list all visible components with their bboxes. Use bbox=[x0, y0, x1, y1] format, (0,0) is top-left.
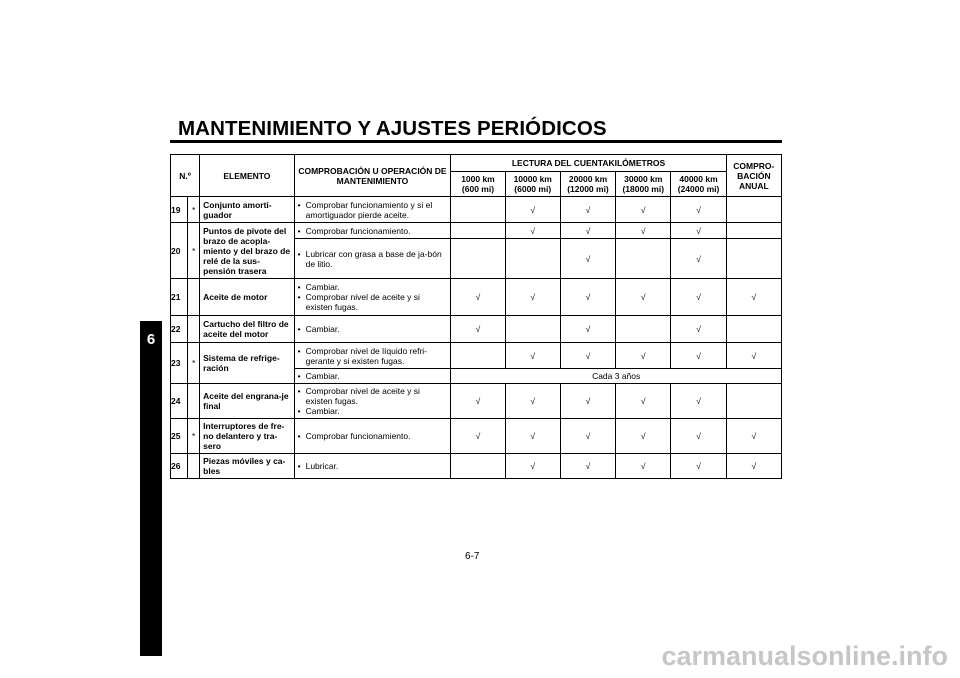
table-row bbox=[171, 454, 782, 479]
row-element: Puntos de pivote del brazo de acopla-miento y del brazo de relé de la sus-pensión trasera bbox=[200, 223, 294, 279]
row-operation bbox=[294, 197, 451, 223]
interval-mi: (6000 mi) bbox=[514, 184, 552, 194]
row-number: 21 bbox=[171, 279, 188, 316]
interval-mi: (24000 mi) bbox=[677, 184, 720, 194]
row-star: * bbox=[188, 419, 200, 454]
check-cell: √ bbox=[671, 454, 726, 479]
operation-item bbox=[298, 324, 448, 334]
operation-item bbox=[298, 282, 448, 292]
check-cell: √ bbox=[616, 343, 671, 369]
title-underline bbox=[170, 140, 782, 143]
check-cell: √ bbox=[560, 384, 615, 419]
check-cell: √ bbox=[560, 279, 615, 316]
table-row bbox=[171, 316, 782, 343]
interval-mi: (18000 mi) bbox=[622, 184, 665, 194]
bullet: • bbox=[297, 225, 301, 236]
check-cell: √ bbox=[616, 279, 671, 316]
table-row bbox=[171, 384, 782, 419]
check-cell: √ bbox=[671, 419, 726, 454]
operation-item bbox=[298, 292, 448, 312]
interval-header bbox=[616, 172, 671, 197]
check-cell: √ bbox=[560, 454, 615, 479]
table-row bbox=[171, 279, 782, 316]
interval-header bbox=[451, 172, 505, 197]
row-star: * bbox=[188, 343, 200, 384]
row-element: Aceite de motor bbox=[200, 279, 294, 316]
row-star bbox=[188, 384, 200, 419]
interval-header bbox=[560, 172, 615, 197]
check-cell: √ bbox=[505, 279, 560, 316]
check-cell bbox=[505, 239, 560, 279]
row-star bbox=[188, 316, 200, 343]
check-cell bbox=[451, 223, 505, 239]
check-cell bbox=[451, 239, 505, 279]
row-star: * bbox=[188, 197, 200, 223]
operation-item bbox=[298, 346, 448, 366]
check-cell bbox=[451, 343, 505, 369]
annual-cell bbox=[726, 197, 781, 223]
interval-mi: (12000 mi) bbox=[567, 184, 609, 194]
annual-cell: √ bbox=[726, 454, 781, 479]
interval-mi: (600 mi) bbox=[461, 184, 495, 194]
row-number: 22 bbox=[171, 316, 188, 343]
annual-cell bbox=[726, 316, 781, 343]
row-star: * bbox=[188, 223, 200, 279]
bullet: • bbox=[297, 406, 301, 416]
row-element: Conjunto amorti-guador bbox=[200, 197, 294, 223]
chapter-tab[interactable]: 6 bbox=[140, 321, 162, 656]
operation-item bbox=[298, 249, 448, 269]
row-operation bbox=[294, 384, 451, 419]
header-element: ELEMENTO bbox=[200, 155, 294, 197]
row-operation bbox=[294, 279, 451, 316]
table-row bbox=[171, 419, 782, 454]
check-cell: √ bbox=[616, 454, 671, 479]
interval-header bbox=[505, 172, 560, 197]
operation-text: Cambiar. bbox=[305, 324, 340, 334]
operation-item bbox=[298, 431, 448, 441]
operation-text: Comprobar funcionamiento. bbox=[305, 225, 411, 236]
check-cell: √ bbox=[505, 343, 560, 369]
check-cell bbox=[616, 239, 671, 279]
row-operation bbox=[294, 343, 451, 369]
check-cell: √ bbox=[560, 343, 615, 369]
row-number: 25 bbox=[171, 419, 188, 454]
operation-text: Cambiar. bbox=[305, 371, 340, 381]
check-cell: √ bbox=[560, 223, 615, 239]
check-cell: √ bbox=[671, 316, 726, 343]
interval-km: 40000 km bbox=[679, 174, 718, 184]
bullet: • bbox=[297, 292, 301, 302]
row-operation bbox=[294, 239, 451, 279]
header-annual: COMPRO-BACIÓN ANUAL bbox=[726, 155, 781, 197]
operation-text: Lubricar. bbox=[305, 461, 339, 471]
check-cell: √ bbox=[616, 223, 671, 239]
interval-km: 1000 km bbox=[461, 174, 495, 184]
annual-cell bbox=[726, 223, 781, 239]
watermark: carmanualsonline.info bbox=[661, 641, 948, 671]
operation-item bbox=[298, 226, 448, 236]
operation-text: Cambiar. bbox=[305, 282, 340, 292]
header-odometer: LECTURA DEL CUENTAKILÓMETROS bbox=[451, 155, 726, 172]
bullet: • bbox=[297, 199, 301, 210]
interval-header bbox=[671, 172, 726, 197]
row-operation bbox=[294, 419, 451, 454]
check-cell bbox=[616, 316, 671, 343]
row-operation bbox=[294, 316, 451, 343]
annual-cell: √ bbox=[726, 343, 781, 369]
page-title: MANTENIMIENTO Y AJUSTES PERIÓDICOS bbox=[178, 117, 607, 140]
check-cell: √ bbox=[505, 197, 560, 223]
interval-span-note: Cada 3 años bbox=[451, 369, 782, 384]
check-cell: √ bbox=[560, 197, 615, 223]
check-cell: √ bbox=[671, 279, 726, 316]
bullet: • bbox=[297, 282, 301, 292]
operation-item bbox=[298, 386, 448, 406]
row-element: Piezas móviles y ca-bles bbox=[200, 454, 294, 479]
operation-text: Lubricar con grasa a base de ja-bón de litio. bbox=[305, 248, 442, 269]
bullet: • bbox=[297, 461, 301, 471]
annual-cell: √ bbox=[726, 419, 781, 454]
row-number: 20 bbox=[171, 223, 188, 279]
operation-text: Cambiar. bbox=[305, 406, 340, 416]
check-cell: √ bbox=[560, 316, 615, 343]
row-operation bbox=[294, 454, 451, 479]
bullet: • bbox=[297, 431, 301, 441]
check-cell: √ bbox=[505, 384, 560, 419]
check-cell: √ bbox=[671, 343, 726, 369]
row-operation bbox=[294, 369, 451, 384]
table-row bbox=[171, 197, 782, 223]
interval-km: 30000 km bbox=[624, 174, 663, 184]
check-cell: √ bbox=[671, 197, 726, 223]
bullet: • bbox=[297, 371, 301, 381]
check-cell bbox=[505, 316, 560, 343]
check-cell: √ bbox=[616, 384, 671, 419]
check-cell: √ bbox=[671, 239, 726, 279]
check-cell: √ bbox=[451, 316, 505, 343]
row-operation bbox=[294, 223, 451, 239]
operation-text: Comprobar funcionamiento y si el amortiguador pierde aceite. bbox=[305, 199, 433, 220]
operation-item bbox=[298, 461, 448, 471]
page-number: 6-7 bbox=[465, 551, 480, 562]
check-cell: √ bbox=[671, 223, 726, 239]
check-cell: √ bbox=[560, 239, 615, 279]
row-element: Aceite del engrana-je final bbox=[200, 384, 294, 419]
interval-km: 20000 km bbox=[568, 174, 608, 184]
check-cell: √ bbox=[671, 384, 726, 419]
bullet: • bbox=[297, 386, 301, 396]
bullet: • bbox=[297, 248, 301, 259]
bullet: • bbox=[297, 345, 301, 356]
check-cell: √ bbox=[451, 419, 505, 454]
row-star bbox=[188, 279, 200, 316]
bullet: • bbox=[297, 324, 301, 334]
header-no: N.º bbox=[171, 155, 200, 197]
check-cell bbox=[451, 197, 505, 223]
check-cell: √ bbox=[616, 197, 671, 223]
check-cell bbox=[451, 454, 505, 479]
check-cell: √ bbox=[560, 419, 615, 454]
annual-cell: √ bbox=[726, 279, 781, 316]
row-star bbox=[188, 454, 200, 479]
check-cell: √ bbox=[616, 419, 671, 454]
row-element: Interruptores de fre-no delantero y tra-sero bbox=[200, 419, 294, 454]
interval-km: 10000 km bbox=[513, 174, 552, 184]
operation-text: Comprobar nivel de líquido refri-gerante y si existen fugas. bbox=[305, 345, 428, 366]
row-element: Sistema de refrige-ración bbox=[200, 343, 294, 384]
check-cell: √ bbox=[505, 223, 560, 239]
check-cell: √ bbox=[451, 279, 505, 316]
row-number: 19 bbox=[171, 197, 188, 223]
operation-item bbox=[298, 200, 448, 220]
check-cell: √ bbox=[505, 454, 560, 479]
row-number: 24 bbox=[171, 384, 188, 419]
annual-cell bbox=[726, 384, 781, 419]
check-cell: √ bbox=[451, 384, 505, 419]
operation-item bbox=[298, 406, 448, 416]
table-row bbox=[171, 343, 782, 369]
annual-cell bbox=[726, 239, 781, 279]
maintenance-table bbox=[170, 154, 782, 479]
table-row bbox=[171, 223, 782, 239]
check-cell: √ bbox=[505, 419, 560, 454]
operation-text: Comprobar nivel de aceite y si existen fugas. bbox=[305, 292, 420, 312]
row-number: 23 bbox=[171, 343, 188, 384]
row-element: Cartucho del filtro de aceite del motor bbox=[200, 316, 294, 343]
header-operation: COMPROBACIÓN U OPERACIÓN DE MANTENIMIENTO bbox=[294, 155, 451, 197]
operation-text: Comprobar nivel de aceite y si existen fugas. bbox=[305, 386, 420, 406]
operation-text: Comprobar funcionamiento. bbox=[305, 431, 411, 441]
row-number: 26 bbox=[171, 454, 188, 479]
operation-item bbox=[298, 371, 448, 381]
